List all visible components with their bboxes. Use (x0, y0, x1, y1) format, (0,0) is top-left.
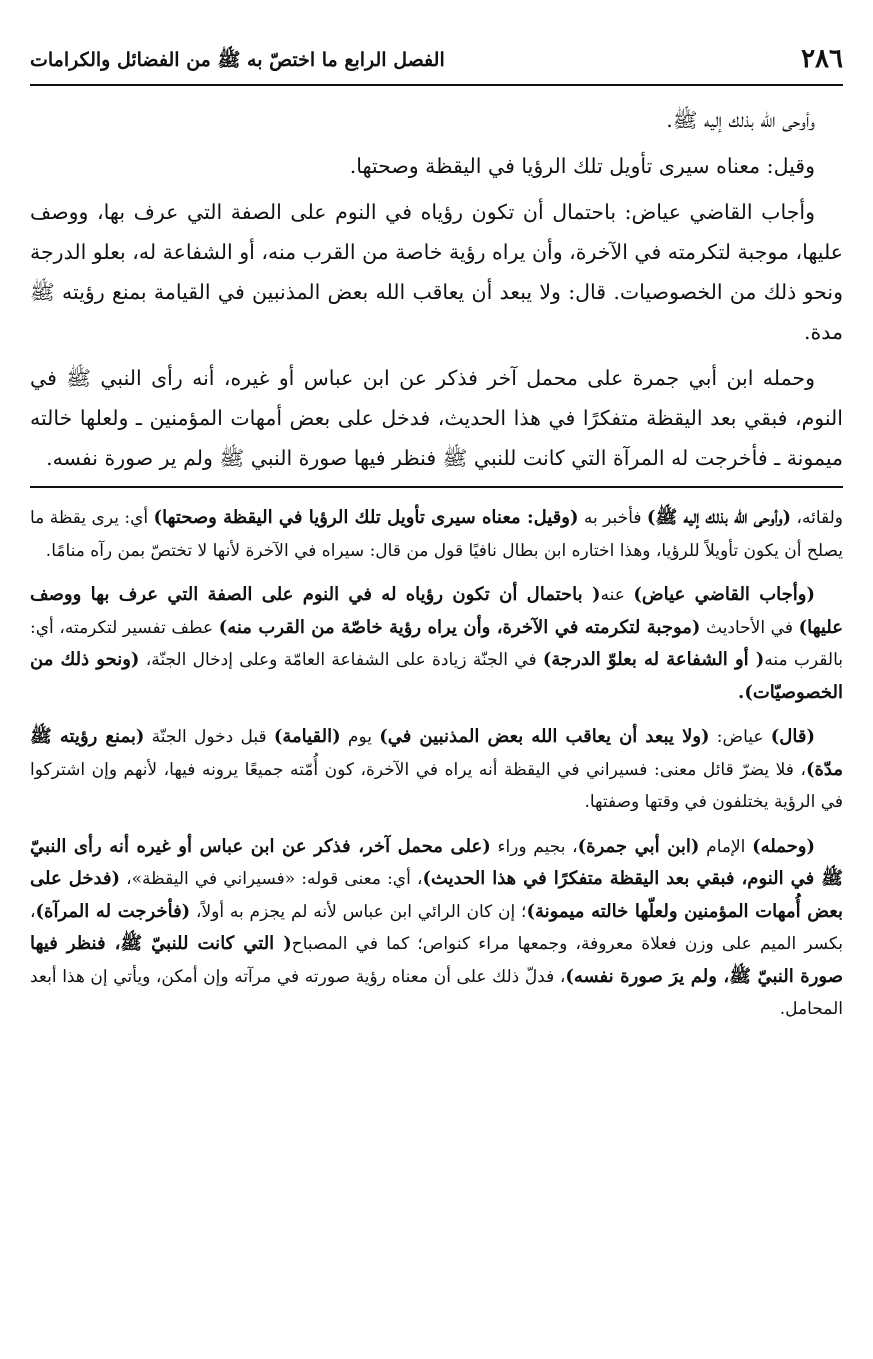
commentary-text: قبل دخول الجنّة (144, 727, 274, 747)
commentary-text: عياض: (709, 727, 771, 747)
commentary (30, 502, 843, 1026)
commentary-text: ، فدلّ ذلك على أن معناه رؤية صورته في مرآته وإن أمكن، ويأتي إن هذا أبعد المحامل. (30, 966, 843, 1019)
commentary-text: ، أي: معنى قوله: «فسيراني في اليقظة»، (120, 869, 423, 889)
commentary-paragraph (30, 502, 843, 567)
quoted-text: (القيامة) (273, 726, 341, 747)
commentary-text: ، بجيم وراء (490, 836, 578, 857)
quoted-text: (ابن أبي جمرة) (577, 835, 700, 857)
commentary-text: أي: يرى يقظة ما يصلح أن يكون تأويلاً للرؤيا، وهذا اختاره ابن بطال نافيًا قول من قال: سيراه في الآخرة لأنها لا تختصّ بمن رآه منامًا. (30, 508, 843, 561)
commentary-text: ، فلا يضرّ قائل معنى: فسيراني في اليقظة أنه يراه في الآخرة، كون أُمّته جميعًا يرونه فيها، لأنهم وإن اشتركوا في الرؤية يختلفون في وقتها وصفتها. (30, 759, 843, 812)
quoted-text: (فدخل على بعض أُمهات المؤمنين ولعلّها خالته ميمونة) (30, 868, 843, 922)
quoted-text: (وأوحى الله بذلك إليه ﷺ) (646, 507, 792, 528)
book-page (30, 40, 843, 1340)
quoted-text: (ونحو ذلك من الخصوصيّات). (30, 649, 843, 703)
commentary-text: عطف تفسير لتكرمته، أي: بالقرب منه (30, 617, 843, 670)
commentary-text: يوم (340, 727, 380, 747)
quoted-text: (موجبة لتكرمته في الآخرة، وأن يراه رؤية خاصّة من القرب منه) (218, 616, 701, 638)
quoted-text: ( باحتمال أن تكون رؤياه له في النوم على الصفة التي عرف بها ووصف عليها) (30, 584, 844, 638)
main-paragraph: وأجاب القاضي عياض: باحتمال أن تكون رؤياه في النوم على الصفة التي عرف بها، ووصف عليها، موجبة لتكرمته في الآخرة، وأن يراه رؤية خاصة من القرب منه، أو الشفاعة له، بعلو الدرجة ونحو ذلك من الخصوصيات. قال: ولا يبعد أن يعاقب الله بعض المذنبين في القيامة بمنع رؤيته ﷺ مدة. (30, 200, 843, 344)
commentary-text: ؛ إن كان الرائي ابن عباس لأنه لم يجزم به أولاً، (190, 901, 527, 922)
commentary-text: عنه (600, 585, 634, 605)
quoted-text: (وأجاب القاضي عياض) (633, 584, 815, 605)
quoted-text: ( التي كانت للنبيّ ﷺ، فنظر فيها صورة النبيّ ﷺ، ولم يرَ صورة نفسه) (30, 933, 843, 987)
quoted-text: (ولا يبعد أن يعاقب الله بعض المذنبين في) (379, 726, 710, 747)
main-text (30, 100, 843, 478)
commentary-text: ، بكسر الميم على وزن فعلاة معروفة، وجمعها مراء كنواص؛ كما في المصباح (30, 901, 843, 954)
commentary-paragraph (30, 579, 843, 709)
text-divider (30, 486, 843, 488)
quoted-text: (بمنع رؤيته ﷺ مدّة) (30, 726, 843, 780)
quoted-text: ( أو الشفاعة له بعلوّ الدرجة) (542, 649, 765, 670)
commentary-text: في الأحاديث (700, 617, 799, 638)
commentary-paragraph (30, 831, 843, 1026)
main-paragraph: وحمله ابن أبي جمرة على محمل آخر فذكر عن ابن عباس أو غيره، أنه رأى النبي ﷺ في النوم، فبقي بعد اليقظة متفكرًا في هذا الحديث، فدخل على بعض أمهات المؤمنين ـ ولعلها خالته ميمونة ـ فأخرجت له المرآة التي كانت للنبي ﷺ فنظر فيها صورة النبي ﷺ ولم ير صورة نفسه. (30, 366, 843, 470)
quoted-text: (قال) (770, 726, 815, 747)
main-paragraph: وأوحى الله بذلك إليه ﷺ. (666, 108, 815, 132)
quoted-text: (فأخرجت له المرآة) (35, 900, 191, 922)
quoted-text: (وقيل: معناه سيرى تأويل تلك الرؤيا في اليقظة وصحتها) (153, 507, 579, 528)
commentary-text: في الجنّة زيادة على الشفاعة العامّة وعلى إدخال الجنّة، (139, 650, 543, 670)
quoted-text: (وحمله) (752, 835, 815, 857)
commentary-text: فأخبر به (578, 508, 647, 528)
running-title: الفصل الرابع ما اختصّ به ﷺ من الفضائل والكرامات (30, 49, 445, 71)
main-paragraph: وقيل: معناه سيرى تأويل تلك الرؤيا في اليقظة وصحتها. (349, 154, 815, 178)
page-number: ٢٨٦ (801, 44, 843, 74)
commentary-text: الإمام (699, 836, 753, 857)
page-header (30, 40, 843, 86)
commentary-text: ولقائه، (791, 508, 843, 528)
quoted-text: (على محمل آخر، فذكر عن ابن عباس أو غيره أنه رأى النبيّ ﷺ في النوم، فبقي بعد اليقظة متفكرًا في هذا الحديث) (30, 835, 844, 889)
commentary-paragraph (30, 721, 843, 819)
